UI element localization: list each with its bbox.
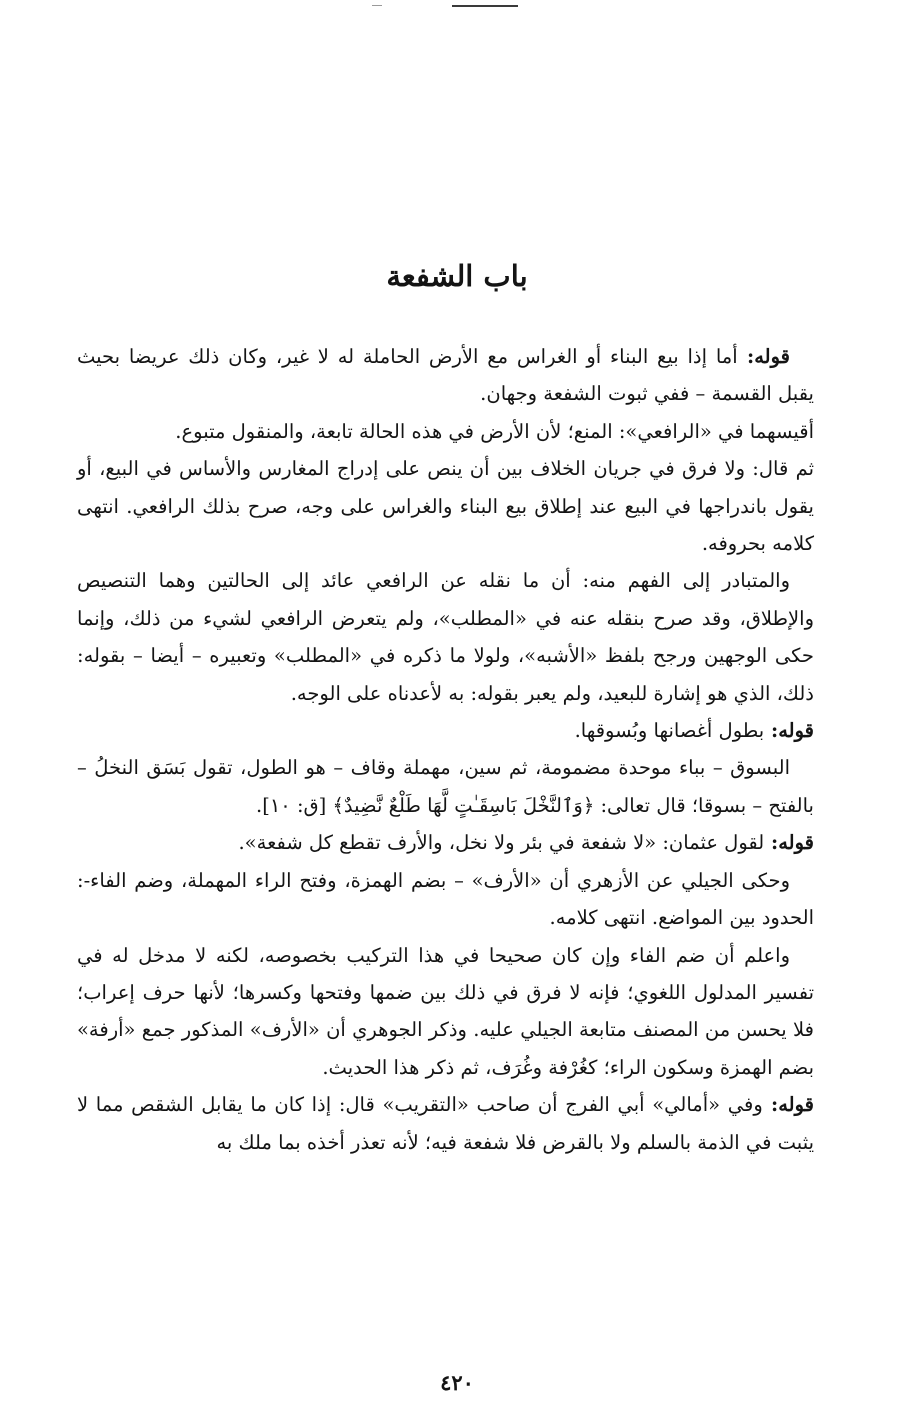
- lead-word: قوله:: [737, 345, 790, 368]
- paragraph-text: وحكى الجيلي عن الأزهري أن «الأرف» – بضم الهمزة، وفتح الراء المهملة، وضم الفاء-: الحدود بين المواضع. انتهى كلامه.: [77, 868, 814, 930]
- body-text: [77, 338, 814, 1161]
- paragraph-text: بطول أغصانها وبُسوقها.: [574, 719, 765, 743]
- lead-word: قوله:: [762, 1093, 814, 1117]
- paragraph-text: والمتبادر إلى الفهم منه: أن ما نقله عن الرافعي عائد إلى الحالتين وهما التنصيص والإطلاق، وقد صرح بنقله عنه في «المطلب»، ولم يتعرض الرافعي لشيء من ذلك، وإنما حكى الوجهين ورجح بلفظ «الأشبه»، ولولا ما ذكره في «المطلب» وتعبيره – أيضا – بقوله: ذلك، الذي هو إشارة للبعيد، ولم يعبر بقوله: به لأعدناه على الوجه.: [77, 569, 814, 705]
- paragraph-7: [77, 824, 814, 861]
- paragraph-text: أقيسهما في «الرافعي»: المنع؛ لأن الأرض في هذه الحالة تابعة، والمنقول متبوع.: [175, 419, 814, 443]
- paragraph-text: أما إذا بيع البناء أو الغراس مع الأرض الحاملة له لا غير، وكان ذلك عريضا بحيث يقبل القسمة – ففي ثبوت الشفعة وجهان.: [77, 345, 814, 406]
- top-rule: [452, 5, 518, 7]
- paragraph-1: [77, 338, 814, 413]
- paragraph-text: واعلم أن ضم الفاء وإن كان صحيحا في هذا التركيب بخصوصه، لكنه لا مدخل له في تفسير المدلول اللغوي؛ فإنه لا فرق في ذلك بين ضمها وفتحها وكسرها؛ لأنها حرف إعراب؛ فلا يحسن من المصنف متابعة الجيلي عليه. وذكر الجوهري أن «الأرف» المذكور جمع «أرفة» بضم الهمزة وسكون الراء؛ كغُرْفة وغُرَف، ثم ذكر هذا الحديث.: [77, 943, 814, 1079]
- chapter-title: باب الشفعة: [386, 259, 528, 294]
- paragraph-3: [77, 450, 814, 562]
- paragraph-text: ثم قال: ولا فرق في جريان الخلاف بين أن ينص على إدراج المغارس والأساس في البيع، أو يقول باندراجها في البيع عند إطلاق بيع البناء والغراس على وجه، صرح بذلك الرافعي. انتهى كلامه بحروفه.: [77, 457, 814, 556]
- paragraph-text: وفي «أمالي» أبي الفرج أن صاحب «التقريب» قال: إذا كان ما يقابل الشقص مما لا يثبت في الذمة بالسلم ولا بالقرض فلا شفعة فيه؛ لأنه تعذر أخذه بما ملك به: [77, 1093, 814, 1154]
- paragraph-text: لقول عثمان: «لا شفعة في بئر ولا نخل، والأرف تقطع كل شفعة».: [238, 831, 765, 855]
- paragraph-6: [77, 749, 814, 824]
- lead-word: قوله:: [764, 831, 814, 855]
- lead-word: قوله:: [764, 719, 814, 743]
- paragraph-10: [77, 1086, 814, 1161]
- paragraph-text: البسوق – بباء موحدة مضمومة، ثم سين، مهملة وقاف – هو الطول، تقول بَسَق النخلُ – بالفتح – بسوقا؛ قال تعالى: ﴿وَٱلنَّخْلَ بَاسِقَـٰتٍ لَّهَا طَلْعٌ نَّضِيدٌ﴾ [ق: ١٠].: [77, 756, 814, 817]
- paragraph-5: [77, 712, 814, 749]
- paragraph-2: [77, 413, 814, 450]
- paragraph-9: [77, 937, 814, 1087]
- page-number: ٤٢٠: [440, 1370, 474, 1395]
- paragraph-8: [77, 862, 814, 937]
- paragraph-4: [77, 562, 814, 712]
- top-dash-mark: [372, 5, 382, 6]
